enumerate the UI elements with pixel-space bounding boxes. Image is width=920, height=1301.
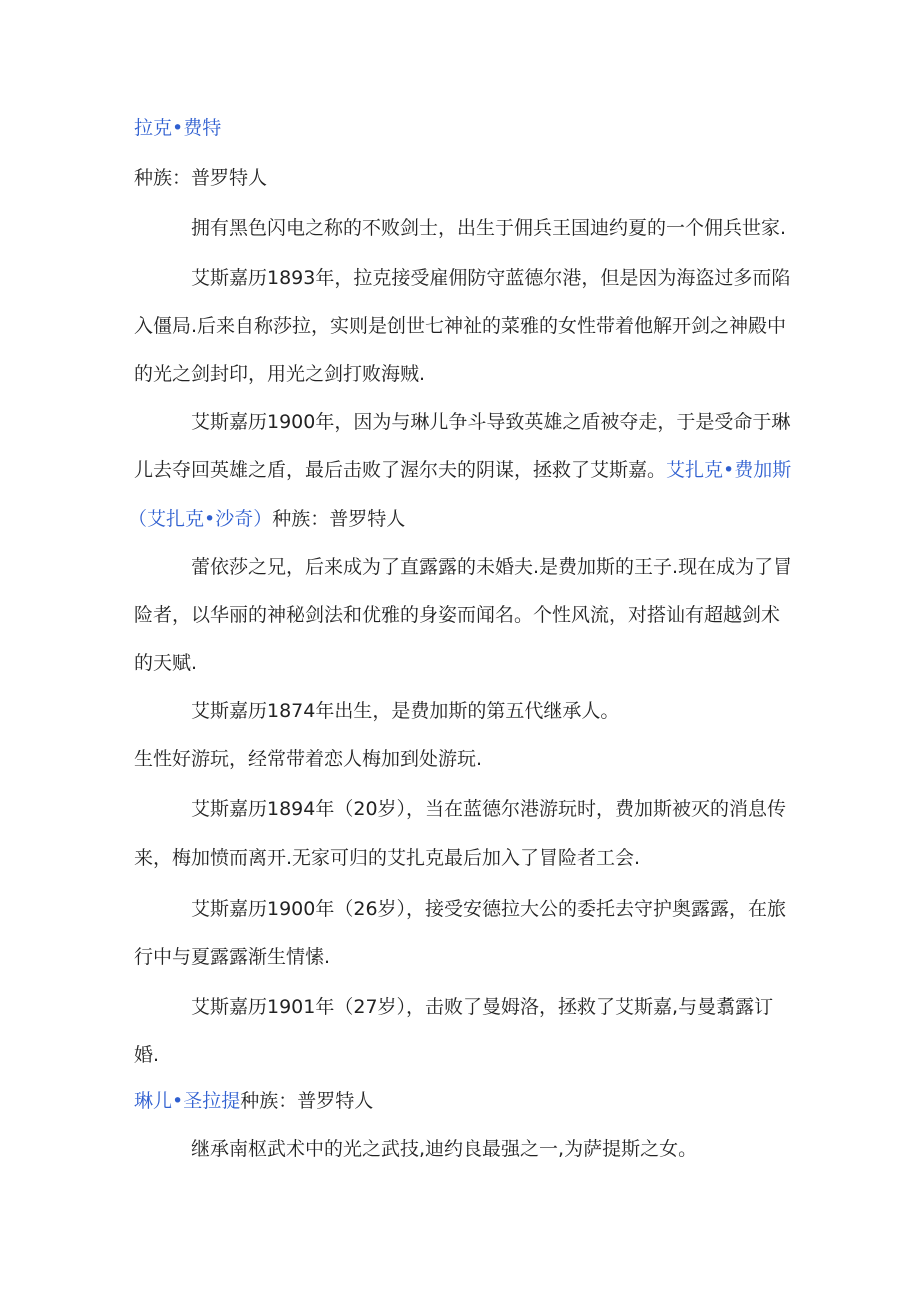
text-line: 艾斯嘉历1901年（27岁），击败了曼姆洛，拯救了艾斯嘉,与曼翥露订	[191, 996, 774, 1018]
text-line-with-title	[134, 457, 791, 483]
race-line: 种族：普罗特人	[272, 508, 406, 530]
text-line: 来，梅加愤而离开.无家可归的艾扎克最后加入了冒险者工会.	[134, 847, 641, 869]
race-line: 种族：普罗特人	[240, 1090, 374, 1112]
title-race-line	[128, 506, 405, 532]
text-line: 艾斯嘉历1894年（20岁），当在蓝德尔港游玩时，费加斯被灭的消息传	[191, 798, 787, 820]
text-line: 的天赋.	[134, 652, 198, 674]
title-race-line	[134, 1088, 373, 1114]
text-line: 艾斯嘉历1900年，因为与琳儿争斗导致英雄之盾被夺走，于是受命于琳	[191, 411, 791, 433]
character-title-lynn: 琳儿•圣拉提	[134, 1090, 241, 1112]
text-line: 蕾依莎之兄，后来成为了直露露的未婚夫.是费加斯的王子.现在成为了冒	[191, 556, 793, 578]
text-line: 艾斯嘉历1900年（26岁），接受安德拉大公的委托去守护奥露露，在旅	[191, 898, 787, 920]
text-line: 的光之剑封印，用光之剑打败海贼.	[134, 363, 426, 385]
text-segment: 儿去夺回英雄之盾，最后击败了渥尔夫的阴谋，拯救了艾斯嘉。	[134, 459, 667, 481]
text-line: 艾斯嘉历1874年出生，是费加斯的第五代继承人。	[191, 700, 620, 722]
text-line: 艾斯嘉历1893年，拉克接受雇佣防守蓝德尔港，但是因为海盗过多而陷	[191, 267, 791, 289]
text-line: 险者，以华丽的神秘剑法和优雅的身姿而闻名。个性风流，对搭讪有超越剑术	[134, 604, 781, 626]
text-line: 拥有黑色闪电之称的不败剑士，出生于佣兵王国迪约夏的一个佣兵世家.	[191, 217, 787, 239]
text-line: 生性好游玩，经常带着恋人梅加到处游玩.	[134, 748, 483, 770]
text-line: 入僵局.后来自称莎拉，实则是创世七神祉的菜雅的女性带着他解开剑之神殿中	[134, 315, 787, 337]
race-line: 种族：普罗特人	[134, 167, 268, 189]
text-line: 行中与夏露露渐生情愫.	[134, 946, 331, 968]
text-line: 婚.	[134, 1044, 160, 1066]
character-title-isaac: 艾扎克•费加斯	[666, 459, 792, 481]
text-line: 继承南枢武术中的光之武技,迪约良最强之一,为萨提斯之女。	[191, 1138, 698, 1160]
character-title-lake: 拉克•费特	[134, 117, 222, 139]
character-alias-isaac: （艾扎克•沙奇）	[128, 508, 273, 530]
